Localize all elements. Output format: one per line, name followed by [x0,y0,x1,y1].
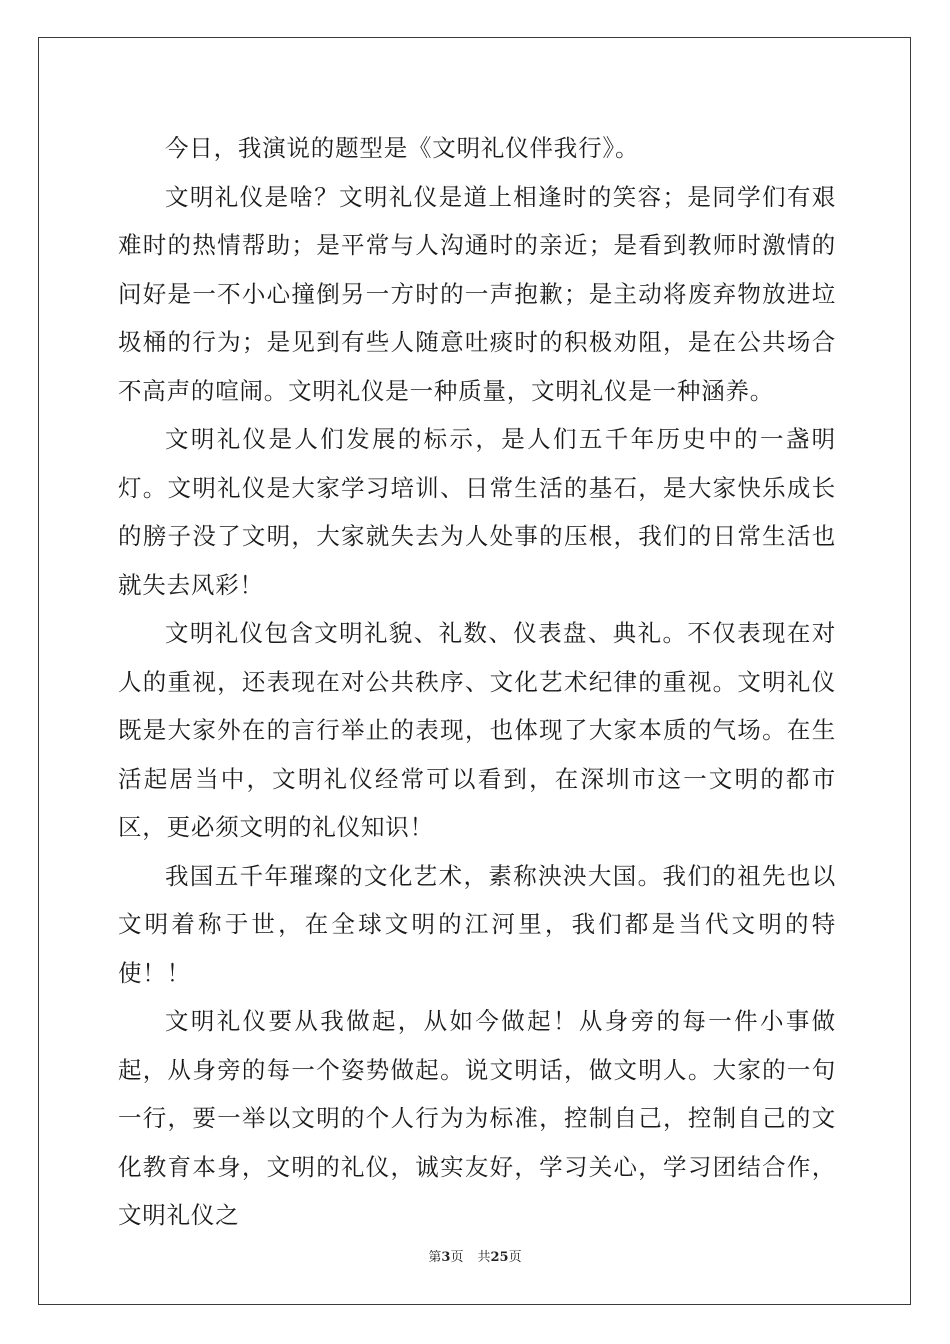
paragraph-3: 文明礼仪是人们发展的标示，是人们五千年历史中的一盏明灯。文明礼仪是大家学习培训、日常生活的基石，是大家快乐成长的膀子没了文明，大家就失去为人处事的压根，我们的日常生活也就失去风彩！ [118,425,836,599]
total-pages: 25 [490,1250,509,1265]
page-suffix: 页 [450,1250,464,1265]
page-footer [0,1246,950,1265]
paragraph-4: 文明礼仪包含文明礼貌、礼数、仪表盘、典礼。不仅表现在对人的重视，还表现在对公共秩序、文化艺术纪律的重视。文明礼仪既是大家外在的言行举止的表现，也体现了大家本质的气场。在生活起居当中，文明礼仪经常可以看到，在深圳市这一文明的都市区，更必须文明的礼仪知识！ [118,619,836,841]
document-body [118,124,836,1240]
paragraph-2: 文明礼仪是啥？文明礼仪是道上相逢时的笑容；是同学们有艰难时的热情帮助；是平常与人沟通时的亲近；是看到教师时激情的问好是一不小心撞倒另一方时的一声抱歉；是主动将废弃物放进垃圾桶的行为；是见到有些人随意吐痰时的积极劝阻，是在公共场合不高声的喧闹。文明礼仪是一种质量，文明礼仪是一种涵养。 [118,182,836,405]
total-prefix: 共 [477,1250,491,1265]
paragraph-1: 今日，我演说的题型是《文明礼仪伴我行》。 [165,134,640,162]
paragraph-5: 我国五千年璀璨的文化艺术，素称泱泱大国。我们的祖先也以文明着称于世，在全球文明的江河里，我们都是当代文明的特使！！ [118,861,836,987]
total-suffix: 页 [508,1250,522,1265]
page-prefix: 第 [428,1250,442,1265]
paragraph-6: 文明礼仪要从我做起，从如今做起！从身旁的每一件小事做起，从身旁的每一个姿势做起。说文明话，做文明人。大家的一句一行，要一举以文明的个人行为为标准，控制自己，控制自己的文化教育本身，文明的礼仪，诚实友好，学习关心，学习团结合作，文明礼仪之 [118,1007,836,1229]
page-number: 3 [441,1250,451,1265]
